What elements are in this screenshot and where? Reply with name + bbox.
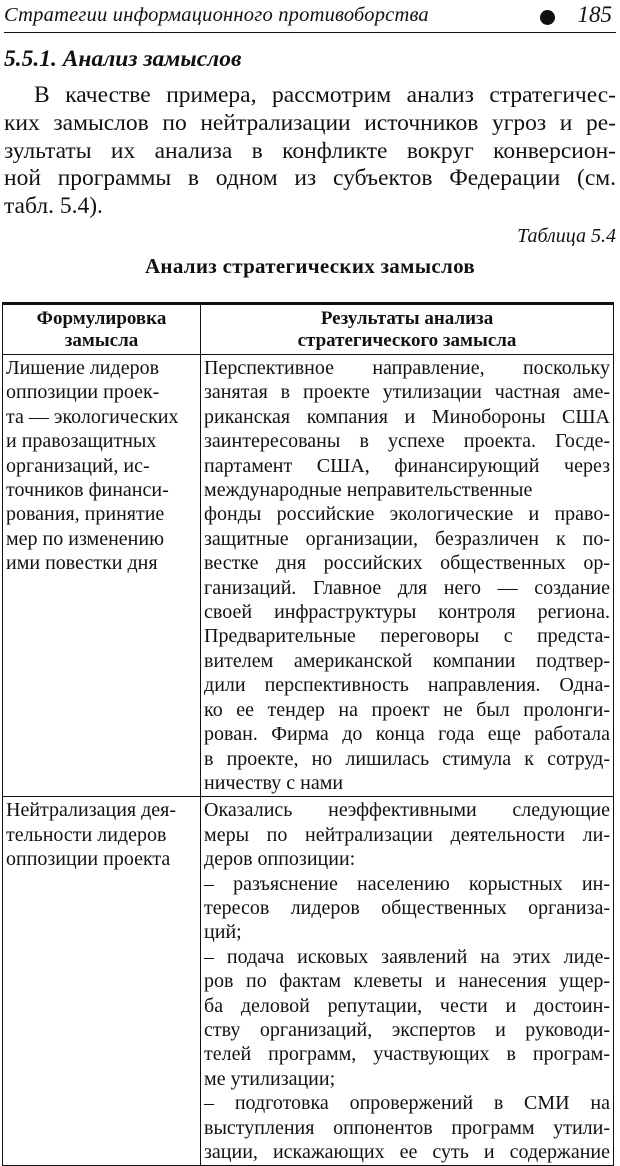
cell-line: в проекте, но лишилась стимула к сотруд- xyxy=(204,747,610,770)
plan-cell xyxy=(3,355,201,797)
cell-line: ме утилизации; xyxy=(204,1067,336,1090)
table-title: Анализ стратегических замыслов xyxy=(144,254,476,278)
intro-line: ких замыслов по нейтрализации источников угроз и ре- xyxy=(4,109,616,136)
cell-line: рования, принятие xyxy=(6,503,165,526)
cell-line: занятая в проекте утилизации частная аме- xyxy=(204,381,610,404)
header-plan xyxy=(3,304,201,355)
cell-line: деров оппозиции: xyxy=(204,848,356,871)
plan-cell xyxy=(3,797,201,1166)
strategy-analysis-table xyxy=(2,302,614,1166)
cell-line: ничеству с нами xyxy=(204,771,344,794)
cell-line: дили перспективность направления. Одна- xyxy=(204,674,610,697)
section-heading: 5.5.1. Анализ замыслов xyxy=(4,46,242,72)
table-number: Таблица 5.4 xyxy=(517,225,616,247)
cell-line: тересов лидеров общественных организа- xyxy=(204,896,610,919)
cell-line: ций; xyxy=(204,921,242,944)
cell-line: Нейтрализация дея- xyxy=(6,799,177,822)
cell-line: ству организаций, экспертов и руководи- xyxy=(204,1018,610,1041)
cell-line: вестке дня российских общественных ор- xyxy=(204,552,610,575)
intro-line: ной программы в одном из субъектов Федерации (см. xyxy=(4,165,616,192)
cell-line: выступления оппонентов программ утили- xyxy=(204,1116,610,1139)
table-row xyxy=(3,355,614,797)
cell-line: тельности лидеров xyxy=(6,823,167,846)
cell-line: ба деловой репутации, чести и достоин- xyxy=(204,994,610,1017)
cell-line: ганизаций. Главное для него — создание xyxy=(204,576,610,599)
cell-line: вителем американской компании подтвер- xyxy=(204,649,610,672)
cell-line: партамент США, финансирующий через xyxy=(204,454,610,477)
cell-line: Оказались неэффективными следующие xyxy=(204,799,610,822)
cell-line: ими повестки дня xyxy=(6,552,158,575)
cell-line: мер по изменению xyxy=(6,527,165,550)
intro-line: зультаты их анализа в конфликте вокруг конверсион- xyxy=(4,137,616,164)
running-header xyxy=(4,2,616,33)
cell-line: своей инфраструктуры контроля региона. xyxy=(204,601,610,624)
cell-line: и правозащитных xyxy=(6,430,157,453)
intro-line: табл. 5.4). xyxy=(4,193,103,220)
cell-line: рован. Фирма до конца года еще работала xyxy=(204,723,610,746)
table-row xyxy=(3,797,614,1166)
cell-line: меры по нейтрализации деятельности ли- xyxy=(204,823,610,846)
header-line: замысла xyxy=(64,330,139,351)
cell-line: риканская компания и Минобороны США xyxy=(204,405,610,428)
cell-line: Перспективное направление, поскольку xyxy=(204,357,610,379)
intro-line: В качестве примера, рассмотрим анализ стратегичес- xyxy=(34,82,616,108)
header-line: Результаты анализа xyxy=(320,308,494,329)
cell-line: международные неправительственные xyxy=(204,479,533,502)
cell-line: зации, искажающих ее суть и содержание xyxy=(204,1141,610,1163)
cell-line: та — экологических xyxy=(6,405,179,428)
cell-line: Лишение лидеров xyxy=(6,357,160,379)
cell-line: точников финанси- xyxy=(6,479,169,502)
result-cell xyxy=(201,797,614,1166)
cell-line: защитные организации, безразличен к по- xyxy=(204,527,610,550)
result-cell xyxy=(201,355,614,797)
cell-line: – подготовка опровержений в СМИ на xyxy=(204,1092,610,1115)
cell-line: Предварительные переговоры с предста- xyxy=(204,625,610,648)
intro-paragraph xyxy=(4,82,616,221)
cell-line: телей программ, участвующих в програм- xyxy=(204,1043,610,1066)
cell-line: фонды российские экологические и право- xyxy=(204,503,610,526)
header-result xyxy=(201,304,614,355)
cell-line: ров по фактам клеветы и нанесения ущер- xyxy=(204,970,610,993)
running-title: Стратегии информационного противоборства xyxy=(4,4,429,26)
page-number: 185 xyxy=(577,2,612,27)
cell-line: оппозиции проек- xyxy=(6,381,160,404)
cell-line: – разъяснение населению корыстных ин- xyxy=(204,872,610,895)
cell-line: заинтересованы в успехе проекта. Госде- xyxy=(204,430,610,453)
header-line: Формулировка xyxy=(36,308,167,329)
cell-line: ко ее тендер на проект не был пролонги- xyxy=(204,698,610,721)
cell-line: организаций, ис- xyxy=(6,454,150,477)
cell-line: – подача исковых заявлений на этих лиде- xyxy=(204,945,610,968)
header-line: стратегического замысла xyxy=(297,330,517,351)
bullet-icon xyxy=(540,10,555,25)
cell-line: оппозиции проекта xyxy=(6,848,171,871)
table-header-row xyxy=(3,304,614,355)
